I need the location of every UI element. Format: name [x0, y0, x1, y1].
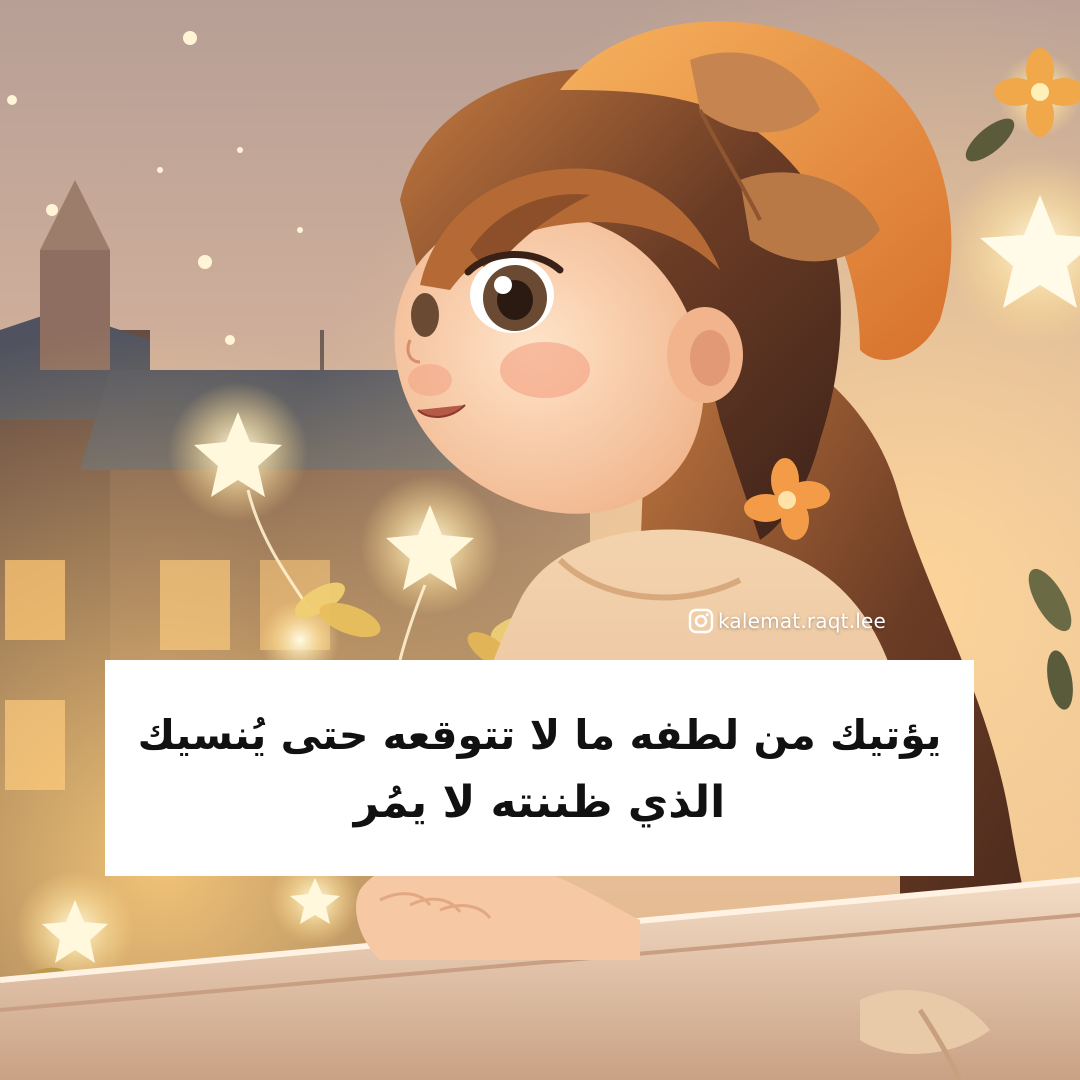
- caption-box: [105, 660, 974, 876]
- watermark-handle: kalemat.raqt.lee: [718, 609, 887, 633]
- instagram-icon: [688, 608, 714, 634]
- watermark: [688, 604, 886, 638]
- caption-line-2: الذي ظننته لا يمُر: [353, 777, 726, 829]
- caption-line-1: يؤتيك من لطفه ما لا تتوقعه حتى يُنسيك: [137, 710, 942, 759]
